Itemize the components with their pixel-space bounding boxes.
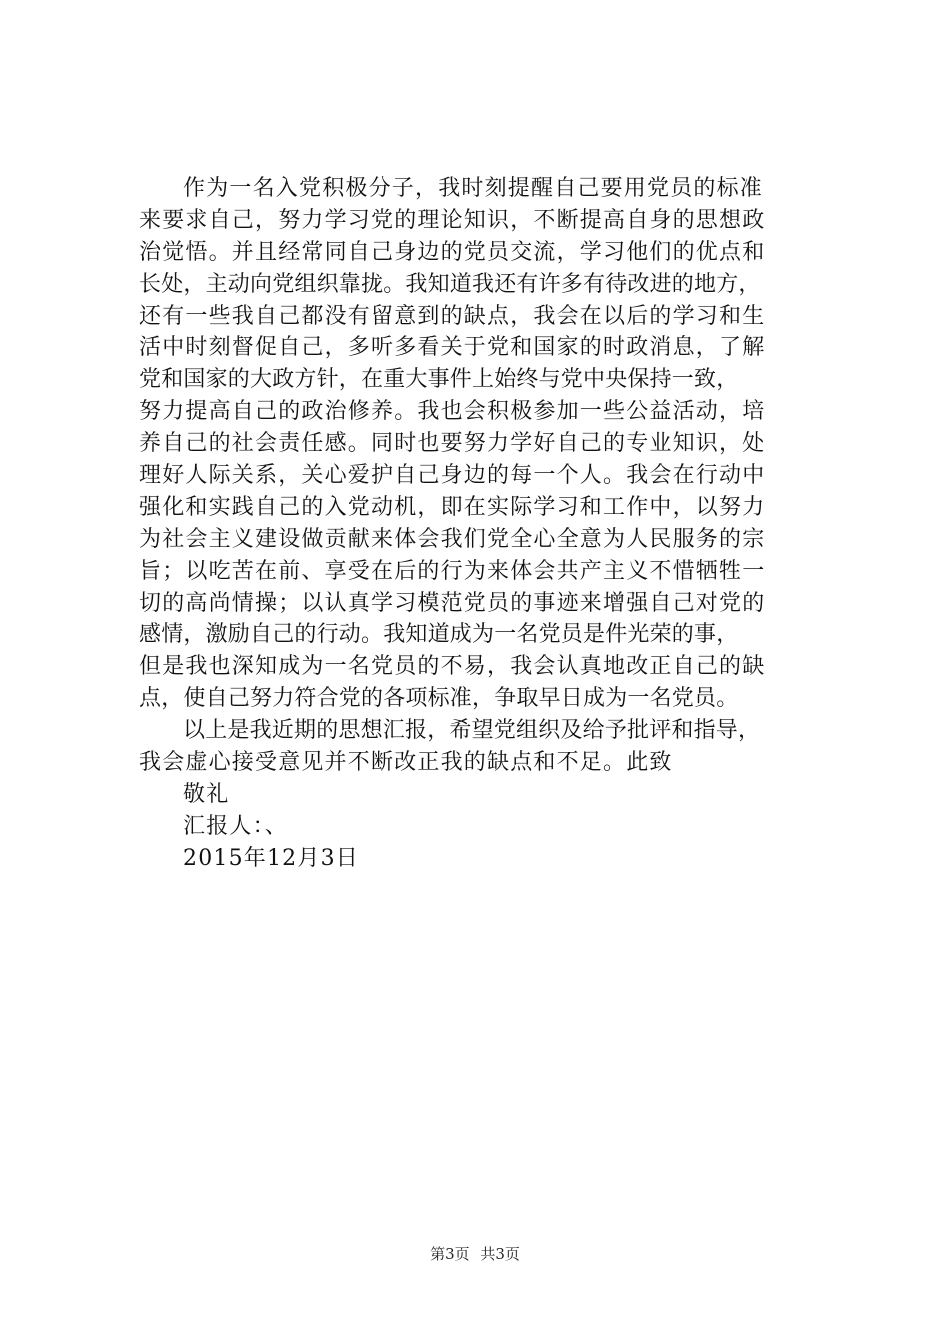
paragraph-line: 强化和实践自己的入党动机，即在实际学习和工作中，以努力 [139,494,766,520]
paragraph-line: 养自己的社会责任感。同时也要努力学好自己的专业知识，处 [139,431,766,457]
paragraph-line: 我会虚心接受意见并不断改正我的缺点和不足。此致 [139,750,673,776]
report-date: 2015年12月3日 [183,845,359,871]
paragraph-line: 但是我也深知成为一名党员的不易，我会认真地改正自己的缺 [139,654,766,680]
paragraph-line: 作为一名入党积极分子，我时刻提醒自己要用党员的标准 [183,176,764,201]
paragraph-line: 还有一些我自己都没有留意到的缺点，我会在以后的学习和生 [139,303,766,329]
paragraph-line: 理好人际关系，关心爱护自己身边的每一个人。我会在行动中 [139,463,766,489]
paragraph-line: 治觉悟。并且经常同自己身边的党员交流，学习他们的优点和 [139,239,766,265]
paragraph-line: 以上是我近期的思想汇报，希望党组织及给予批评和指导， [183,718,761,744]
paragraph-line: 点，使自己努力符合党的各项标准，争取早日成为一名党员。 [139,686,739,712]
paragraph-line: 党和国家的大政方针，在重大事件上始终与党中央保持一致， [139,367,739,393]
paragraph-line: 努力提高自己的政治修养。我也会积极参加一些公益活动，培 [139,399,766,425]
closing-salutation: 敬礼 [183,781,230,807]
paragraph-line: 感情，激励自己的行动。我知道成为一名党员是件光荣的事， [139,622,739,648]
paragraph-line: 旨；以吃苦在前、享受在后的行为来体会共产主义不惜牺牲一 [139,558,766,584]
paragraph-line: 长处，主动向党组织靠拢。我知道我还有许多有待改进的地方， [139,271,761,297]
page-total: 共3页 [480,1245,520,1263]
paragraph-line: 来要求自己，努力学习党的理论知识，不断提高自身的思想政 [139,207,766,233]
paragraph-line: 切的高尚情操；以认真学习模范党员的事迹来增强自己对党的 [139,590,766,616]
page-number: 第3页 [430,1245,470,1263]
paragraph-line: 为社会主义建设做贡献来体会我们党全心全意为人民服务的宗 [139,526,766,552]
page-footer [0,1244,950,1264]
report-body [139,173,845,875]
reporter-signature: 汇报人：、 [183,813,289,839]
paragraph-line: 活中时刻督促自己，多听多看关于党和国家的时政消息，了解 [139,335,766,361]
